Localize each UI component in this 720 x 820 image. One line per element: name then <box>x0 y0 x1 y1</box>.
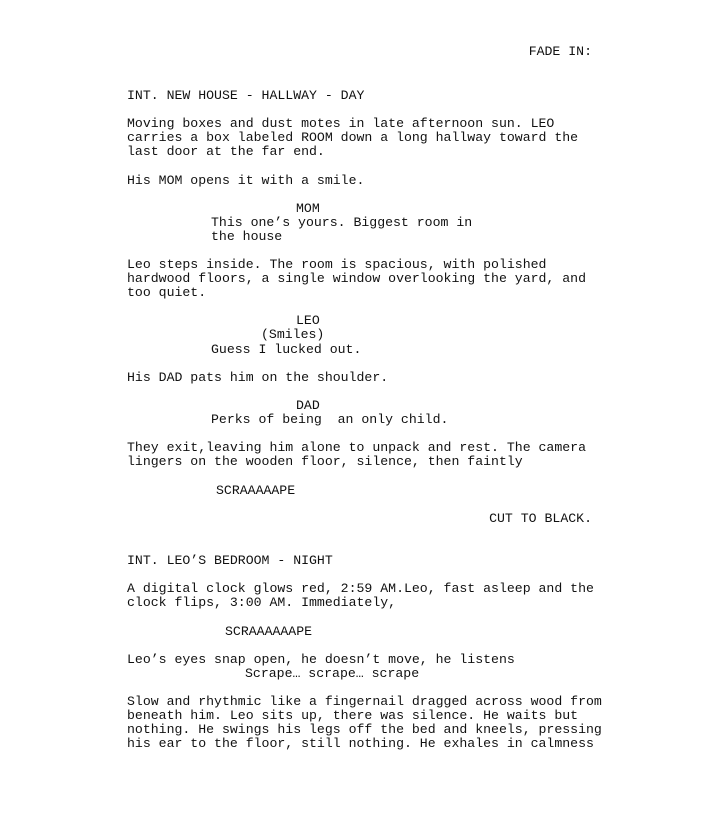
action-line: nothing. He swings his legs off the bed and kneels, pressing <box>127 722 602 737</box>
action-line: beneath him. Leo sits up, there was silence. He waits but <box>127 708 579 723</box>
dialogue-line: the house <box>211 229 283 244</box>
character-name: MOM <box>296 201 320 216</box>
dialogue-line: Guess I lucked out. <box>211 342 362 357</box>
action-line: They exit,leaving him alone to unpack and rest. The camera <box>127 440 586 455</box>
character-name: DAD <box>296 398 320 413</box>
sound-effect: SCRAAAAAAPE <box>225 624 313 639</box>
character-name: LEO <box>296 313 320 328</box>
action-line: His DAD pats him on the shoulder. <box>127 370 389 385</box>
action-line: Slow and rhythmic like a fingernail dragged across wood from <box>127 694 602 709</box>
fade-in-transition: FADE IN: <box>528 44 592 59</box>
dialogue-line: This one’s yours. Biggest room in <box>211 215 473 230</box>
action-line: last door at the far end. <box>127 144 325 159</box>
scene-heading: INT. NEW HOUSE - HALLWAY - DAY <box>127 88 365 103</box>
action-line: clock flips, 3:00 AM. Immediately, <box>127 595 397 610</box>
action-line: Moving boxes and dust motes in late afternoon sun. LEO <box>127 116 555 131</box>
sound-effect: Scrape… scrape… scrape <box>245 666 420 681</box>
action-line: Leo’s eyes snap open, he doesn’t move, he listens <box>127 652 515 667</box>
action-line: A digital clock glows red, 2:59 AM.Leo, fast asleep and the <box>127 581 594 596</box>
action-line: His MOM opens it with a smile. <box>127 173 365 188</box>
action-line: too quiet. <box>127 285 207 300</box>
action-line: Leo steps inside. The room is spacious, with polished <box>127 257 547 272</box>
action-line: carries a box labeled ROOM down a long hallway toward the <box>127 130 579 145</box>
action-line: lingers on the wooden floor, silence, then faintly <box>127 454 523 469</box>
parenthetical: (Smiles) <box>261 327 325 342</box>
dialogue-line: Perks of being an only child. <box>211 412 449 427</box>
scene-heading: INT. LEO’S BEDROOM - NIGHT <box>127 553 333 568</box>
action-line: hardwood floors, a single window overlooking the yard, and <box>127 271 586 286</box>
cut-to-black-transition: CUT TO BLACK. <box>489 511 592 526</box>
action-line: his ear to the floor, still nothing. He exhales in calmness <box>127 736 594 751</box>
sound-effect: SCRAAAAAPE <box>216 483 296 498</box>
